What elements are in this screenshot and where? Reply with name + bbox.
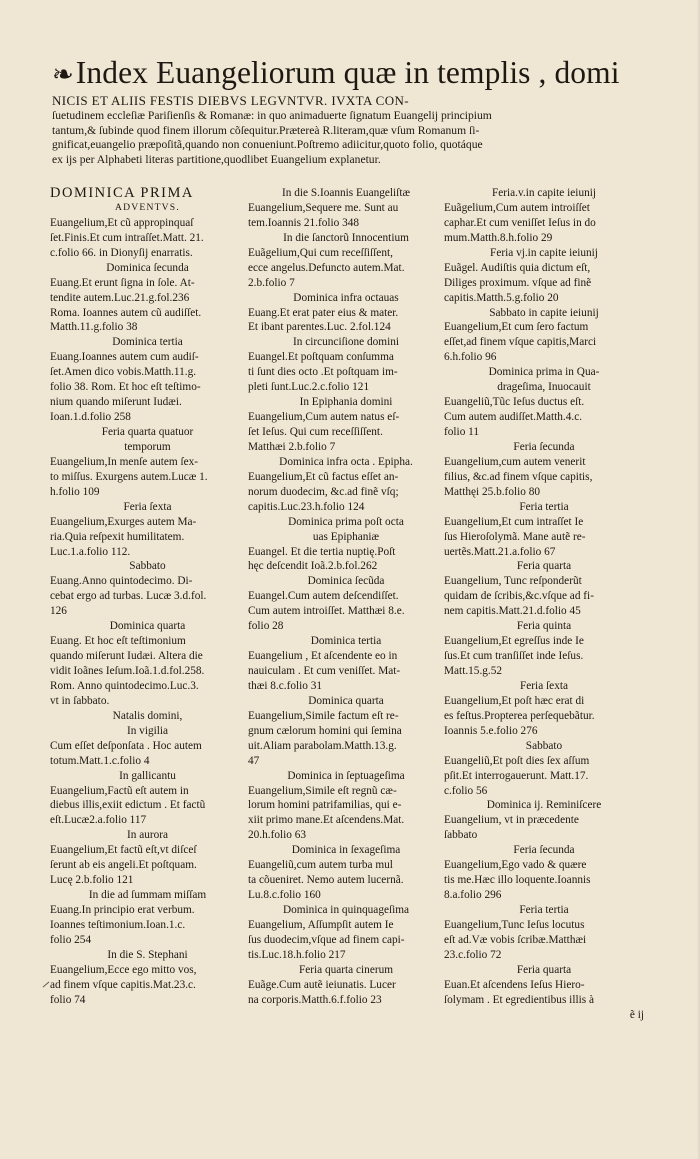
index-entry-line: ſus Hieroſolymã. Mane autẽ re- — [444, 530, 586, 543]
index-entry-line: Euang.In principio erat verbum. — [50, 904, 195, 916]
index-entry-line: tis me.Hæc illo loquente.Ioannis — [444, 874, 591, 887]
index-entry-line: capitis.Luc.23.h.folio 124 — [248, 500, 365, 513]
index-entry-line: Feria ſexta — [123, 500, 172, 513]
index-entry-line: In vigilia — [126, 724, 169, 737]
index-entry-line: Sabbato — [525, 739, 563, 752]
title-line — [52, 55, 662, 91]
index-entry-line: vidit Ioãnes Ieſum.Ioã.1.d.fol.258. — [50, 665, 205, 677]
index-column-2 — [248, 186, 444, 1008]
intro-line: tantum,& ſubinde quod finem illorum cõſequitur.Prætereà R.literam,quæ vſum Romanum ſi- — [52, 123, 480, 137]
intro-line: ex ijs per Alphabeti literas partitione,quodlibet Euangelium explanetur. — [52, 152, 381, 166]
index-entry-line: c.folio 56 — [444, 784, 488, 797]
index-entry-line: xiit primo mane.Et aſcendens.Mat. — [248, 814, 405, 827]
index-entry-line: ſabbato — [444, 829, 478, 842]
index-entry-line: Feria ſecunda — [513, 844, 575, 857]
index-entry-line: Dominica tertia — [112, 336, 183, 349]
index-entry-line: Euang.Ioannes autem cum audiſ- — [50, 351, 199, 364]
index-entry-line: c.folio 66. in Dionyſij enarratis. — [50, 246, 193, 259]
index-entry-line: 2.b.folio 7 — [248, 276, 295, 289]
index-entry-line: Dominica quarta — [308, 694, 384, 707]
index-entry-line: Matthæi 2.b.folio 7 — [248, 440, 336, 453]
index-entry-line: Euangel.Et poſtquam conſumma — [248, 351, 394, 364]
index-entry-line: In aurora — [126, 829, 169, 842]
index-entry-line: Cum autem audiſſet.Matth.4.c. — [444, 411, 583, 424]
index-entry-line: Euangelium, Aſſumpſit autem Ie — [248, 918, 394, 931]
index-entry-line: In die S. Stephani — [107, 948, 188, 961]
index-entry-line: Feria vj.in capite ieiunij — [490, 246, 598, 259]
index-entry-line: Euangelium,cum autem venerit — [444, 455, 586, 468]
index-entry-line: tem.Ioannis 21.folio 348 — [248, 216, 360, 229]
index-entry-line: Sabbato — [129, 560, 166, 573]
index-entry-line: Sabbato in capite ieiunij — [489, 306, 599, 319]
index-subtitle: NICIS ET ALIIS FESTIS DIEBVS LEGVNTVR. IVXTA CON- — [52, 93, 410, 108]
index-entry-line: ti ſunt dies octo .Et poſtquam im- — [248, 366, 398, 379]
index-entry-line: Euangelium, vt in præcedente — [444, 814, 579, 827]
index-entry-line: Dominica infra octauas — [293, 291, 399, 304]
index-entry-line: nem capitis.Matt.21.d.folio 45 — [444, 605, 581, 618]
index-entry-line: folio 254 — [50, 933, 92, 946]
index-entry-line: ADVENTVS. — [115, 201, 180, 213]
index-entry-line: eſt ad.Væ vobis ſcribæ.Matthæi — [444, 933, 587, 946]
index-entry-line: caphar.Et cum veniſſet Ieſus in do — [444, 216, 596, 229]
index-entry-line: 47 — [248, 754, 260, 767]
index-entry-line: quidam de ſcribis,&c.vſque ad fi- — [444, 590, 594, 603]
index-entry-line: Euãgelium,Cum autem introiſſet — [444, 201, 590, 214]
index-entry-line: Rom. Anno quintodecimo.Luc.3. — [50, 679, 199, 692]
index-entry-line: folio 28 — [248, 620, 284, 633]
index-entry-line: In die ſanctorũ Innocentium — [283, 231, 409, 244]
index-entry-line: Euãge.Cum autẽ ieiunatis. Lucer — [248, 978, 396, 991]
index-entry-line: Euangelium , Et aſcendente eo in — [248, 650, 398, 663]
index-entry-line: Dominica ij. Reminiſcere — [486, 799, 602, 812]
index-entry-line: Feria quinta — [516, 620, 572, 633]
index-entry-line: uertẽs.Matt.21.a.folio 67 — [444, 545, 556, 558]
index-entry-line: Euangelium,Factũ eſt autem in — [50, 784, 189, 797]
index-entry-line: pleti ſunt.Luc.2.c.folio 121 — [248, 381, 370, 394]
index-entry-line: Lu.8.c.folio 160 — [248, 889, 321, 902]
index-entry-line: Euangelium,Cum autem natus eſ- — [248, 411, 400, 424]
index-entry-line: to miſſus. Exurgens autem.Lucæ 1. — [50, 470, 208, 483]
index-entry-line: Euangeliũ,Tũc Ieſus ductus eſt. — [444, 396, 585, 409]
index-entry-line: Euangelium,Tunc Ieſus locutus — [444, 918, 585, 931]
index-entry-line: Euãgelium,Qui cum receſſiſſent, — [248, 246, 393, 259]
index-entry-line: capitis.Matth.5.g.folio 20 — [444, 291, 559, 304]
index-entry-line: Dominica in ſeptuageſima — [287, 769, 405, 782]
index-entry-line: Euangelium,Et cũ factus eſſet an- — [248, 470, 399, 483]
index-entry-line: norum duodecim, &c.ad finẽ vſq; — [248, 485, 399, 498]
index-entry-line: quando miſerunt Iudæi. Altera die — [50, 650, 203, 663]
index-entry-line: Dominica tertia — [310, 635, 382, 648]
index-entry-line: Dominica prima in Qua- — [488, 366, 600, 379]
index-column-3 — [444, 186, 644, 1023]
index-entry-line: Dominica quarta — [109, 620, 186, 633]
index-entry-line: ſet.Amen dico vobis.Matth.11.g. — [50, 366, 197, 379]
margin-mark — [43, 982, 50, 988]
index-entry-line: ecce angelus.Defuncto autem.Mat. — [248, 261, 405, 274]
index-entry-line: Euangel. Et die tertia nuptię.Poſt — [248, 545, 396, 558]
index-entry-line: Euangelium,Exurges autem Ma- — [50, 515, 197, 528]
index-entry-line: ſolymam . Et egredientibus illis à — [444, 993, 594, 1006]
index-entry-line: temporum — [124, 440, 171, 453]
index-entry-line: pſit.Et interrogauerunt. Matt.17. — [444, 769, 589, 782]
index-entry-line: Euangelium,Et egreſſus inde Ie — [444, 635, 584, 648]
index-entry-line: Euangelium,Ego vado & quære — [444, 859, 587, 872]
index-entry-line: Feria ſecunda — [513, 440, 575, 453]
index-entry-line: Euangeliũ,Et poſt dies ſex aſſum — [444, 754, 590, 767]
index-entry-line: Diliges proximum. vſque ad finẽ — [444, 276, 592, 289]
index-entry-line: vt in ſabbato. — [50, 694, 110, 707]
index-entry-line: nauiculam . Et cum veniſſet. Mat- — [248, 665, 401, 677]
index-entry-line: Dominica ſecunda — [106, 261, 189, 274]
index-entry-line: folio 38. Rom. Et hoc eſt teſtimo- — [50, 381, 201, 394]
index-entry-line: Feria quarta cinerum — [298, 963, 394, 976]
index-entry-line: Euang. Et hoc eſt teſtimonium — [50, 635, 186, 648]
index-entry-line: 126 — [50, 605, 67, 618]
index-entry-line: Feria ſexta — [520, 679, 568, 692]
index-entry-line: drageſima, Inuocauit — [497, 381, 591, 394]
index-entry-line: mum.Matth.8.h.folio 29 — [444, 231, 553, 244]
index-entry-line: h.folio 109 — [50, 485, 100, 498]
index-entry-line: ſerunt ab eis angeli.Et poſtquam. — [50, 859, 197, 872]
index-entry-line: Euãgel. Audiſtis quia dictum eſt, — [444, 261, 591, 274]
index-entry-line: Euangelium, Tunc reſponderũt — [444, 575, 582, 588]
index-title: Index Euangeliorum quæ in templis , domi — [75, 55, 620, 90]
index-entry-line: Dominica ſecũda — [307, 575, 385, 588]
index-entry-line: totum.Matt.1.c.folio 4 — [50, 754, 150, 767]
index-entry-line: ſus duodecim,vſque ad finem capi- — [248, 933, 405, 946]
index-entry-line: ta cõueniret. Nemo autem lucernã. — [248, 874, 404, 887]
index-entry-line: cebat ergo ad turbas. Lucæ 3.d.fol. — [50, 590, 207, 603]
index-entry-line: 6.h.folio 96 — [444, 351, 497, 364]
index-entry-line: uas Epiphaniæ — [312, 530, 380, 543]
index-entry-line: diebus illis,exiit edictum . Et factũ — [50, 799, 206, 812]
index-entry-line: folio 11 — [444, 426, 480, 438]
index-entry-line: Feria quarta — [516, 560, 572, 573]
index-entry-line: In gallicantu — [119, 769, 176, 782]
index-entry-line: Dominica in ſexageſima — [291, 844, 401, 857]
index-entry-line: Euang.Et erunt ſigna in ſole. At- — [50, 276, 195, 289]
index-entry-line: Euangelium,Et cũ appropinquaſ — [50, 216, 194, 229]
index-column-1 — [50, 186, 245, 1008]
index-entry-line: 8.a.folio 296 — [444, 889, 502, 902]
index-entry-line: Et ibant parentes.Luc. 2.fol.124 — [248, 321, 391, 334]
index-entry-line: Matt.15.g.52 — [444, 665, 503, 677]
index-entry-line: Euangelium,In menſe autem ſex- — [50, 455, 199, 468]
index-entry-line: Euangelium,Ecce ego mitto vos, — [50, 963, 197, 976]
intro-line: ſuetudinem eccleſiæ Pariſienſis & Romanæ: in quo animaduerte ſignatum Euangelij principium — [52, 109, 492, 122]
index-entry-line: ſet Ieſus. Qui cum receſſiſſent. — [248, 426, 383, 438]
index-entry-line: Euang.Et erat pater eius & mater. — [248, 306, 399, 319]
index-entry-line: Natalis domini, — [112, 709, 183, 722]
index-entry-line: Dominica infra octa . Epipha. — [279, 455, 413, 468]
index-entry-line: Lucę 2.b.folio 121 — [50, 874, 134, 887]
index-entry-line: Euang.Anno quintodecimo. Di- — [50, 575, 193, 588]
index-entry-line: Cum eſſet deſponſata . Hoc autem — [50, 739, 202, 752]
index-entry-line: hęc deſcendit Ioã.2.b.fol.262 — [248, 560, 378, 573]
index-entry-line: ſus.Et cum tranſiſſet inde Ieſus. — [444, 650, 584, 663]
index-entry-line: Feria quarta — [516, 963, 572, 976]
index-entry-line: Euangeliũ,cum autem turba mul — [248, 859, 393, 872]
index-entry-line: gnum cælorum homini qui ſemina — [248, 724, 402, 737]
intro-paragraph — [52, 109, 662, 167]
fleuron-icon: ❧ — [52, 60, 70, 89]
index-entry-line: Ioannis 5.e.folio 276 — [444, 724, 538, 737]
index-entry-line: Euangelium,Et poſt hæc erat di — [444, 694, 585, 707]
index-header — [52, 55, 662, 167]
index-entry-line: thæi 8.c.folio 31 — [248, 679, 323, 692]
index-entry-line: eſſet,ad finem vſque capitis,Marci — [444, 336, 597, 349]
index-entry-line: Dominica in quinquageſima — [282, 904, 410, 916]
index-entry-line: Ioan.1.d.folio 258 — [50, 411, 131, 424]
index-entry-line: Luc.1.a.folio 112. — [50, 545, 131, 558]
index-entry-line: Matthęi 25.b.folio 80 — [444, 485, 541, 498]
index-entry-line: Feria quarta quatuor — [101, 426, 194, 438]
index-entry-line: In Epiphania domini — [299, 396, 393, 409]
index-entry-line: Feria tertia — [519, 904, 569, 916]
index-entry-line: Ioannes teſtimonium.Ioan.1.c. — [50, 918, 186, 931]
index-entry-line: Feria tertia — [519, 500, 569, 513]
index-entry-line: nium quando miſerunt Iudæi. — [50, 396, 182, 409]
index-entry-line: Roma. Ioannes autem cũ audiſſet. — [50, 306, 202, 319]
index-entry-line: In circunciſione domini — [292, 336, 400, 349]
index-entry-line: Euangelium,Et factũ eſt,vt diſceſ — [50, 844, 197, 857]
index-entry-line: filius, &c.ad finem vſque capitis, — [444, 470, 593, 483]
index-entry-line: ria.Quia reſpexit humilitatem. — [50, 530, 185, 543]
index-entry-line: Euangelium,Et cum ſero factum — [444, 321, 589, 334]
index-entry-line: 20.h.folio 63 — [248, 829, 307, 842]
index-entry-line: lorum homini patrifamilias, qui e- — [248, 799, 402, 812]
index-entry-line: DOMINICA PRIMA — [50, 185, 194, 201]
index-entry-line: Feria.v.in capite ieiunij — [491, 187, 597, 199]
index-entry-line: Euangelium,Sequere me. Sunt au — [248, 201, 399, 214]
intro-line: gnificat,euangelio præpoſitã,quando non conueniunt.Poſtremo adiicitur,quoto folio, quotáque — [52, 138, 483, 152]
index-entry-line: Euangelium,Simile factum eſt re- — [248, 709, 399, 722]
index-entry-line: folio 74 — [50, 993, 86, 1006]
index-entry-line: tendite autem.Luc.21.g.fol.236 — [50, 291, 190, 304]
index-entry-line: tis.Luc.18.h.folio 217 — [248, 948, 346, 961]
index-entry-line: Cum autem introiſſet. Matthæi 8.e. — [248, 605, 405, 618]
index-entry-line: Euangelium,Simile eſt regnũ cæ- — [248, 784, 397, 797]
index-entry-line: In die ad ſummam miſſam — [88, 889, 207, 902]
index-entry-line: 23.c.folio 72 — [444, 948, 502, 961]
index-entry-line: eſt.Lucæ2.a.folio 117 — [50, 814, 147, 827]
index-entry-line: uit.Aliam parabolam.Matth.13.g. — [248, 739, 397, 752]
index-entry-line: Dominica prima poſt octa — [288, 515, 404, 528]
index-entry-line: na corporis.Matth.6.f.folio 23 — [248, 993, 382, 1006]
index-entry-line: In die S.Ioannis Euangeliſtæ — [281, 187, 410, 199]
index-entry-line: Euangel.Cum autem deſcendiſſet. — [248, 590, 399, 603]
index-entry-line: Matth.11.g.folio 38 — [50, 321, 138, 334]
index-entry-line: ad finem vſque capitis.Mat.23.c. — [50, 978, 196, 991]
index-entry-line: Euan.Et aſcendens Ieſus Hiero- — [444, 978, 585, 991]
index-entry-line: es feſtus.Propterea perſequebãtur. — [444, 709, 595, 722]
index-entry-line: ſet.Finis.Et cum intraſſet.Matt. 21. — [50, 231, 204, 244]
index-entry-line: ẽ ij — [629, 1008, 644, 1021]
index-entry-line: Euangelium,Et cum intraſſet Ie — [444, 515, 584, 528]
